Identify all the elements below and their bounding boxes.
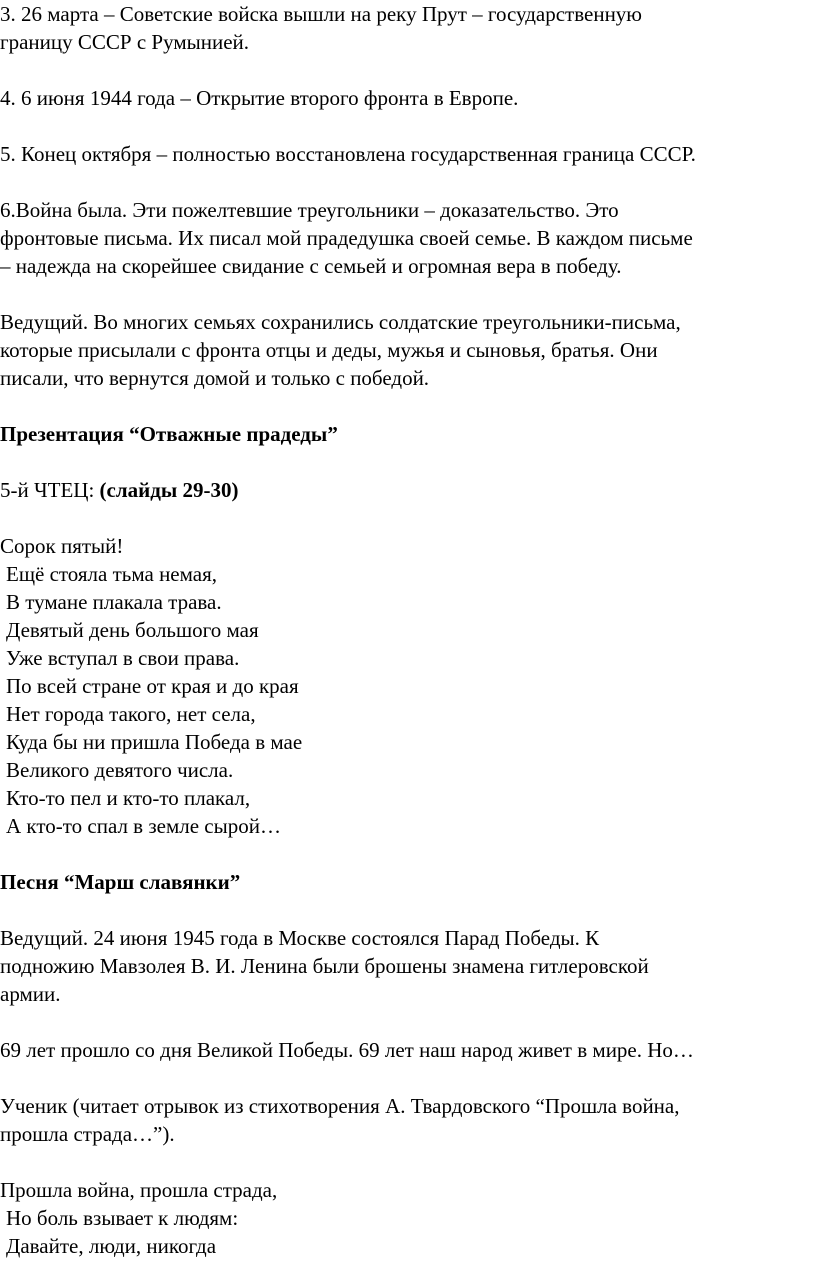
poem-line: Кто-то пел и кто-то плакал, (6, 786, 251, 810)
text-line: 4. 6 июня 1944 года – Открытие второго фронта в Европе. (0, 86, 519, 110)
poem-line: По всей стране от края и до края (6, 674, 299, 698)
text-line: фронтовые письма. Их писал мой прадедушка своей семье. В каждом письме (0, 226, 693, 250)
poem-line: Куда бы ни пришла Победа в мае (6, 730, 303, 754)
text-line: 3. 26 марта – Советские войска вышли на реку Прут – государственную (0, 2, 642, 26)
text-line: 5. Конец октября – полностью восстановлена государственная граница СССР. (0, 142, 696, 166)
poem-line: Сорок пятый! (0, 534, 124, 558)
poem-line: Ещё стояла тьма немая, (6, 562, 218, 586)
text-line: подножию Мавзолея В. И. Ленина были брошены знамена гитлеровской (0, 954, 649, 978)
text-line: Ведущий. Во многих семьях сохранились солдатские треугольники-письма, (0, 310, 681, 334)
text-line: Ученик (читает отрывок из стихотворения А. Твардовского “Прошла война, (0, 1094, 680, 1118)
text-line: прошла страда…”). (0, 1122, 175, 1146)
poem-line: Великого девятого числа. (6, 758, 234, 782)
text-line: 69 лет прошло со дня Великой Победы. 69 лет наш народ живет в мире. Но… (0, 1038, 694, 1062)
text-line: Ведущий. 24 июня 1945 года в Москве состоялся Парад Победы. К (0, 926, 600, 950)
text-line: – надежда на скорейшее свидание с семьей и огромная вера в победу. (0, 254, 622, 278)
text-line: которые присылали с фронта отцы и деды, мужья и сыновья, братья. Они (0, 338, 658, 362)
poem-line: В тумане плакала трава. (6, 590, 222, 614)
text-line: писали, что вернутся домой и только с победой. (0, 366, 430, 390)
text-line: границу СССР с Румынией. (0, 30, 250, 54)
poem-line: Прошла война, прошла страда, (0, 1178, 278, 1202)
reader-label: 5-й ЧТЕЦ: (0, 478, 100, 502)
reader-line (0, 476, 239, 504)
poem-line: Девятый день большого мая (6, 618, 259, 642)
section-heading: Песня “Марш славянки” (0, 870, 241, 894)
poem-line: Уже вступал в свои права. (6, 646, 240, 670)
poem-line: Нет города такого, нет села, (6, 702, 256, 726)
text-line: 6.Война была. Эти пожелтевшие треугольники – доказательство. Это (0, 198, 619, 222)
poem-line: Давайте, люди, никогда (6, 1234, 217, 1258)
section-heading: Презентация “Отважные прадеды” (0, 422, 338, 446)
poem-line: А кто-то спал в земле сырой… (6, 814, 281, 838)
poem-line: Но боль взывает к людям: (6, 1206, 239, 1230)
slides-note: (слайды 29-30) (99, 478, 239, 502)
text-line: армии. (0, 982, 61, 1006)
